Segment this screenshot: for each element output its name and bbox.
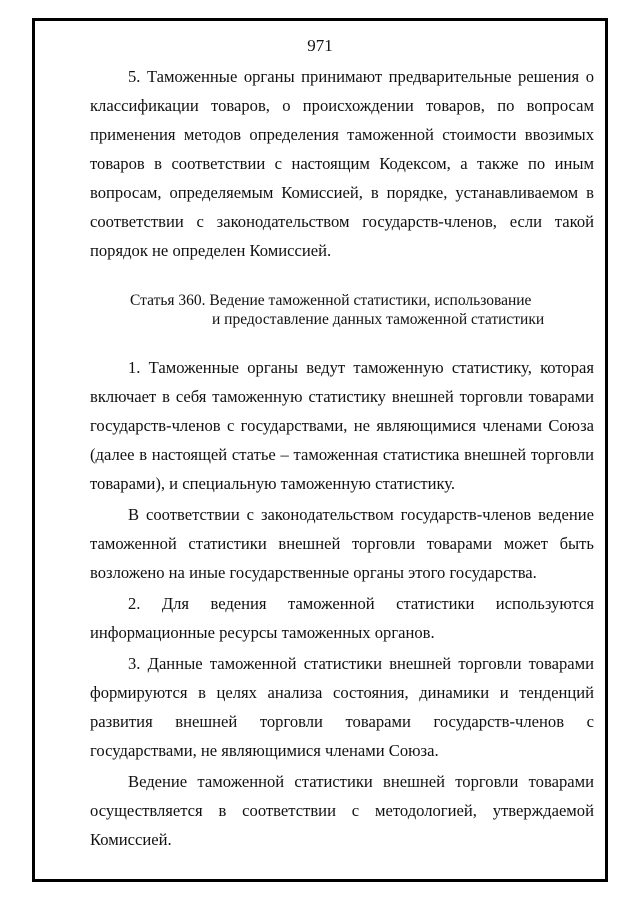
paragraph-methodology: Ведение таможенной статистики внешней торговли товарами осуществляется в соответствии с методологией, утверждаемой Комиссией. xyxy=(90,772,594,849)
paragraph-1-customs-statistics: 1. Таможенные органы ведут таможенную статистику, которая включает в себя таможенную статистику внешней торговли товарами государств-членов с государствами, не являющимися членами Союза (далее в настоящей статье – таможенная статистика внешней торговли товарами), и специальную таможенную статистику. xyxy=(90,358,594,493)
article-heading-line-2: и предоставление данных таможенной статистики xyxy=(212,311,545,328)
paragraph-3-data-formation: 3. Данные таможенной статистики внешней торговли товарами формируются в целях анализа состояния, динамики и тенденций развития внешней торговли товарами государств-членов с государствами, не являющимися членами Союза. xyxy=(90,654,594,760)
paragraph-2-information-resources: 2. Для ведения таможенной статистики используются информационные ресурсы таможенных органов. xyxy=(90,594,594,642)
document-body xyxy=(90,62,594,854)
paragraph-5-preliminary-decisions: 5. Таможенные органы принимают предварительные решения о классификации товаров, о происхождении товаров, по вопросам применения методов определения таможенной стоимости ввозимых товаров в соответствии с настоящим Кодексом, а также по иным вопросам, определяемым Комиссией, в порядке, устанавливаемом в соответствии с законодательством государств-членов, если такой порядок не определен Комиссией. xyxy=(90,67,594,260)
article-heading xyxy=(90,291,594,329)
article-heading-line-1: Статья 360. Ведение таможенной статистики, использование xyxy=(130,292,532,309)
paragraph-delegation: В соответствии с законодательством государств-членов ведение таможенной статистики внешней торговли товарами может быть возложено на иные государственные органы этого государства. xyxy=(90,505,594,582)
page-number: 971 xyxy=(307,36,333,55)
